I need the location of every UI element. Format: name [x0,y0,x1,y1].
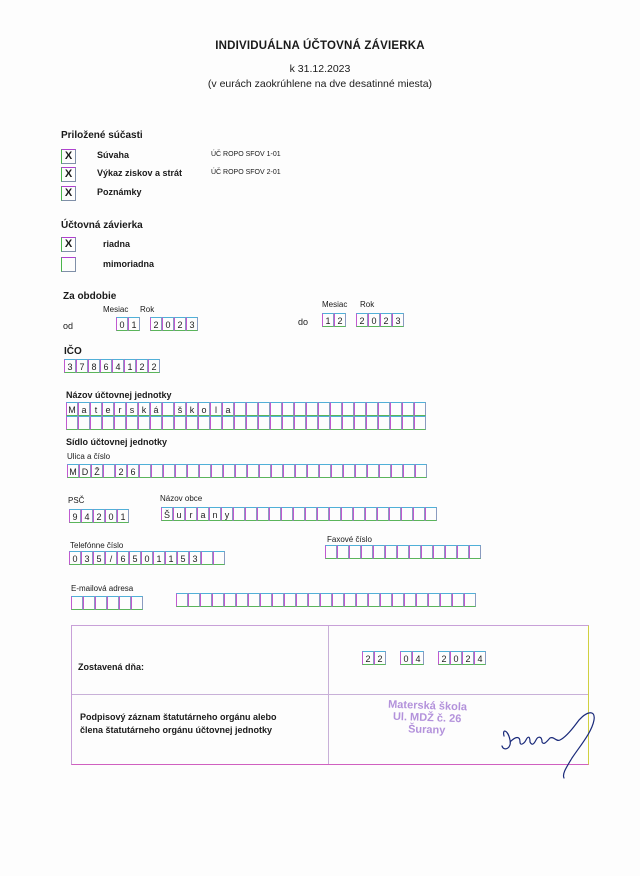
cell[interactable]: 2 [150,317,162,331]
cell[interactable] [269,507,281,521]
cell[interactable] [307,464,319,478]
cell[interactable]: 2 [362,651,374,665]
cell[interactable] [416,593,428,607]
cell[interactable]: 4 [81,509,93,523]
cell[interactable]: 5 [177,551,189,565]
street-cells[interactable] [67,464,427,478]
cell[interactable] [188,593,200,607]
cell[interactable] [378,416,390,430]
cell[interactable] [452,593,464,607]
official-stamp [371,698,482,746]
cell[interactable] [223,464,235,478]
cell[interactable]: s [126,402,138,416]
cell[interactable] [258,402,270,416]
closing-heading: Účtovná závierka [61,220,143,231]
cell[interactable] [247,464,259,478]
cell[interactable]: 1 [128,317,140,331]
cell[interactable] [377,507,389,521]
cell[interactable]: y [221,507,233,521]
cell[interactable]: 2 [356,313,368,327]
psc-label: PSČ [68,496,85,505]
cell[interactable]: 2 [380,313,392,327]
cell[interactable] [175,464,187,478]
label-poznamky: Poznámky [97,187,142,197]
checkbox-vykaz[interactable]: X [61,167,76,182]
cell[interactable] [425,507,437,521]
cell[interactable]: 0 [116,317,128,331]
seat-label: Sídlo účtovnej jednotky [66,437,168,447]
sign-label-line1: Podpisový záznam štatutárneho orgánu alebo [80,712,277,722]
compiled-label: Zostavená dňa: [78,662,145,672]
cell[interactable] [341,507,353,521]
cell[interactable] [71,596,83,610]
period-heading: Za obdobie [63,291,117,302]
cell[interactable] [114,416,126,430]
cell[interactable] [283,464,295,478]
cell[interactable]: 0 [368,313,380,327]
cell[interactable]: 2 [438,651,450,665]
stamp-line1: Materská škola [387,698,468,714]
cell[interactable] [337,545,349,559]
cell[interactable]: 2 [334,313,346,327]
email-cells-right[interactable] [176,593,476,607]
cell[interactable]: 7 [76,359,88,373]
cell[interactable] [320,593,332,607]
stamp-line2: Ul. MDŽ č. 26 [392,710,462,726]
cell[interactable]: á [150,402,162,416]
cell[interactable] [260,593,272,607]
code-suvaha: ÚČ ROPO SFOV 1-01 [211,151,281,158]
cell[interactable] [236,593,248,607]
cell[interactable]: 3 [81,551,93,565]
cell[interactable] [433,545,445,559]
cell[interactable]: M [67,464,79,478]
to-month-label: Mesiac [322,300,348,309]
cell[interactable] [366,416,378,430]
cell[interactable] [151,464,163,478]
cell[interactable]: 9 [69,509,81,523]
cell[interactable] [469,545,481,559]
cell[interactable]: 0 [105,509,117,523]
entity-name-label: Názov účtovnej jednotky [66,390,172,400]
cell[interactable]: 1 [322,313,334,327]
cell[interactable] [235,464,247,478]
cell[interactable] [318,416,330,430]
cell[interactable] [139,464,151,478]
cell[interactable]: 1 [165,551,177,565]
cell[interactable] [354,402,366,416]
cell[interactable] [199,464,211,478]
cell[interactable] [402,416,414,430]
cell[interactable]: 0 [141,551,153,565]
from-month-label: Mesiac [103,305,129,314]
cell[interactable] [222,416,234,430]
to-month-cells[interactable] [322,313,404,327]
entity-name-row2[interactable] [66,416,426,430]
cell[interactable]: Š [161,507,173,521]
cell[interactable]: š [174,402,186,416]
ico-cells[interactable] [64,359,160,373]
signature-divider-v [328,626,329,764]
city-label: Názov obce [160,494,203,503]
cell[interactable] [248,593,260,607]
cell[interactable] [102,416,114,430]
cell[interactable] [366,402,378,416]
cell[interactable]: 2 [174,317,186,331]
cell[interactable]: 3 [64,359,76,373]
cell[interactable]: 3 [392,313,404,327]
cell[interactable] [414,402,426,416]
cell[interactable] [344,593,356,607]
cell[interactable]: a [78,402,90,416]
cell[interactable]: 4 [474,651,486,665]
checkbox-poznamky[interactable]: X [61,186,76,201]
cell[interactable] [281,507,293,521]
cell[interactable] [318,402,330,416]
cell[interactable] [332,593,344,607]
entity-name-row1[interactable] [66,402,426,416]
from-label: od [63,321,74,331]
cell[interactable]: 4 [412,651,424,665]
cell[interactable] [367,464,379,478]
cell[interactable] [319,464,331,478]
cell[interactable]: 5 [129,551,141,565]
cell[interactable] [391,464,403,478]
cell[interactable] [353,507,365,521]
cell[interactable]: 0 [162,317,174,331]
cell[interactable] [373,545,385,559]
from-year-label: Rok [140,305,155,314]
cell[interactable] [103,464,115,478]
cell[interactable] [107,596,119,610]
cell[interactable] [390,416,402,430]
cell[interactable] [224,593,236,607]
cell[interactable]: 5 [93,551,105,565]
checkbox-suvaha[interactable]: X [61,149,76,164]
cell[interactable]: 4 [112,359,124,373]
cell[interactable]: 2 [462,651,474,665]
cell[interactable] [342,416,354,430]
cell[interactable] [330,402,342,416]
cell[interactable] [413,507,425,521]
attachments-heading: Priložené súčasti [61,130,143,141]
cell[interactable]: 2 [148,359,160,373]
checkbox-mimoriadna[interactable] [61,257,76,272]
cell[interactable] [317,507,329,521]
cell[interactable]: 2 [136,359,148,373]
cell[interactable] [380,593,392,607]
cell[interactable] [343,464,355,478]
cell[interactable]: 6 [100,359,112,373]
cell[interactable]: Ž [91,464,103,478]
cell[interactable]: 3 [189,551,201,565]
ico-label: IČO [64,346,82,357]
cell[interactable] [126,416,138,430]
stamp-line3: Šurany [407,723,446,737]
cell[interactable] [296,593,308,607]
from-month-cells[interactable] [116,317,198,331]
city-cells[interactable] [161,507,437,521]
cell[interactable] [150,416,162,430]
cell[interactable] [212,593,224,607]
cell[interactable]: 2 [374,651,386,665]
cell[interactable]: 1 [153,551,165,565]
cell[interactable] [414,416,426,430]
cell[interactable] [211,464,223,478]
cell[interactable] [234,402,246,416]
label-mimoriadna: mimoriadna [103,259,155,269]
phone-cells[interactable] [69,551,225,565]
cell[interactable]: a [197,507,209,521]
cell[interactable] [163,464,175,478]
cell[interactable] [379,464,391,478]
cell[interactable]: n [209,507,221,521]
cell[interactable] [186,416,198,430]
document-date: k 31.12.2023 [289,63,351,75]
cell[interactable] [119,596,131,610]
cell[interactable]: r [185,507,197,521]
code-vykaz: ÚČ ROPO SFOV 2-01 [211,169,281,176]
cell[interactable] [270,402,282,416]
cell[interactable] [162,402,174,416]
cell[interactable] [95,596,107,610]
cell[interactable] [234,416,246,430]
cell[interactable] [404,593,416,607]
cell[interactable] [392,593,404,607]
cell[interactable] [415,464,427,478]
document-currency-note: (v eurách zaokrúhlene na dve desatinné miesta) [207,78,433,90]
psc-cells[interactable] [69,509,129,523]
cell[interactable] [259,464,271,478]
cell[interactable] [457,545,469,559]
cell[interactable]: 1 [124,359,136,373]
cell[interactable] [198,416,210,430]
cell[interactable]: a [222,402,234,416]
cell[interactable] [464,593,476,607]
label-riadna: riadna [103,239,131,249]
cell[interactable] [349,545,361,559]
cell[interactable] [246,416,258,430]
cell[interactable] [233,507,245,521]
cell[interactable]: D [79,464,91,478]
cell[interactable] [200,593,212,607]
cell[interactable] [355,464,367,478]
cell[interactable] [210,416,222,430]
cell[interactable] [390,402,402,416]
cell[interactable] [83,596,95,610]
cell[interactable]: k [186,402,198,416]
cell[interactable] [330,416,342,430]
cell[interactable]: 0 [400,651,412,665]
cell[interactable] [295,464,307,478]
cell[interactable] [176,593,188,607]
cell[interactable]: 0 [450,651,462,665]
cell[interactable] [306,416,318,430]
fax-cells[interactable] [325,545,481,559]
cell[interactable] [365,507,377,521]
cell[interactable] [213,551,225,565]
cell[interactable]: 6 [127,464,139,478]
email-label: E-mailová adresa [71,584,134,593]
cell[interactable] [397,545,409,559]
cell[interactable] [246,402,258,416]
cell[interactable] [385,545,397,559]
cell[interactable] [378,402,390,416]
cell[interactable]: t [90,402,102,416]
handwritten-signature [498,706,602,782]
cell[interactable]: 0 [69,551,81,565]
cell[interactable] [284,593,296,607]
cell[interactable] [257,507,269,521]
cell[interactable] [293,507,305,521]
cell[interactable] [174,416,186,430]
signature-divider-h [72,694,588,695]
cell[interactable] [78,416,90,430]
cell[interactable]: 8 [88,359,100,373]
cell[interactable] [138,416,150,430]
cell[interactable] [421,545,433,559]
cell[interactable] [271,464,283,478]
cell[interactable] [402,402,414,416]
cell[interactable] [389,507,401,521]
sign-label-line2: člena štatutárneho orgánu účtovnej jednotky [80,725,273,735]
cell[interactable] [272,593,284,607]
cell[interactable] [428,593,440,607]
cell[interactable] [325,545,337,559]
cell[interactable] [294,416,306,430]
cell[interactable] [403,464,415,478]
checkbox-riadna[interactable]: X [61,237,76,252]
cell[interactable]: e [102,402,114,416]
cell[interactable] [329,507,341,521]
cell[interactable] [282,402,294,416]
cell[interactable]: l [210,402,222,416]
cell[interactable]: 6 [117,551,129,565]
cell[interactable] [306,402,318,416]
cell[interactable]: 3 [186,317,198,331]
cell[interactable] [245,507,257,521]
cell[interactable] [187,464,199,478]
cell[interactable] [90,416,102,430]
cell[interactable] [308,593,320,607]
cell[interactable] [356,593,368,607]
cell[interactable] [201,551,213,565]
cell[interactable]: u [173,507,185,521]
cell[interactable] [162,416,174,430]
cell[interactable]: M [66,402,78,416]
label-vykaz: Výkaz ziskov a strát [97,168,183,178]
cell[interactable] [294,402,306,416]
to-label: do [298,317,309,327]
cell[interactable] [66,416,78,430]
cell[interactable] [270,416,282,430]
cell[interactable] [258,416,270,430]
fax-label: Faxové číslo [327,535,372,544]
cell[interactable]: / [105,551,117,565]
email-cells-left[interactable] [71,596,143,610]
cell[interactable] [305,507,317,521]
cell[interactable] [440,593,452,607]
cell[interactable] [401,507,413,521]
label-suvaha: Súvaha [97,150,130,160]
compiled-date-cells[interactable] [362,651,486,665]
cell[interactable] [409,545,421,559]
cell[interactable] [282,416,294,430]
cell[interactable] [342,402,354,416]
cell[interactable] [361,545,373,559]
cell[interactable]: k [138,402,150,416]
to-year-label: Rok [360,300,375,309]
phone-label: Telefónne číslo [70,541,124,550]
cell[interactable] [331,464,343,478]
cell[interactable]: o [198,402,210,416]
cell[interactable]: 1 [117,509,129,523]
cell[interactable]: 2 [115,464,127,478]
cell[interactable] [131,596,143,610]
street-label: Ulica a číslo [67,452,111,461]
cell[interactable]: r [114,402,126,416]
cell[interactable]: 2 [93,509,105,523]
cell[interactable] [445,545,457,559]
document-title: INDIVIDUÁLNA ÚČTOVNÁ ZÁVIERKA [215,40,425,52]
cell[interactable] [354,416,366,430]
cell[interactable] [368,593,380,607]
